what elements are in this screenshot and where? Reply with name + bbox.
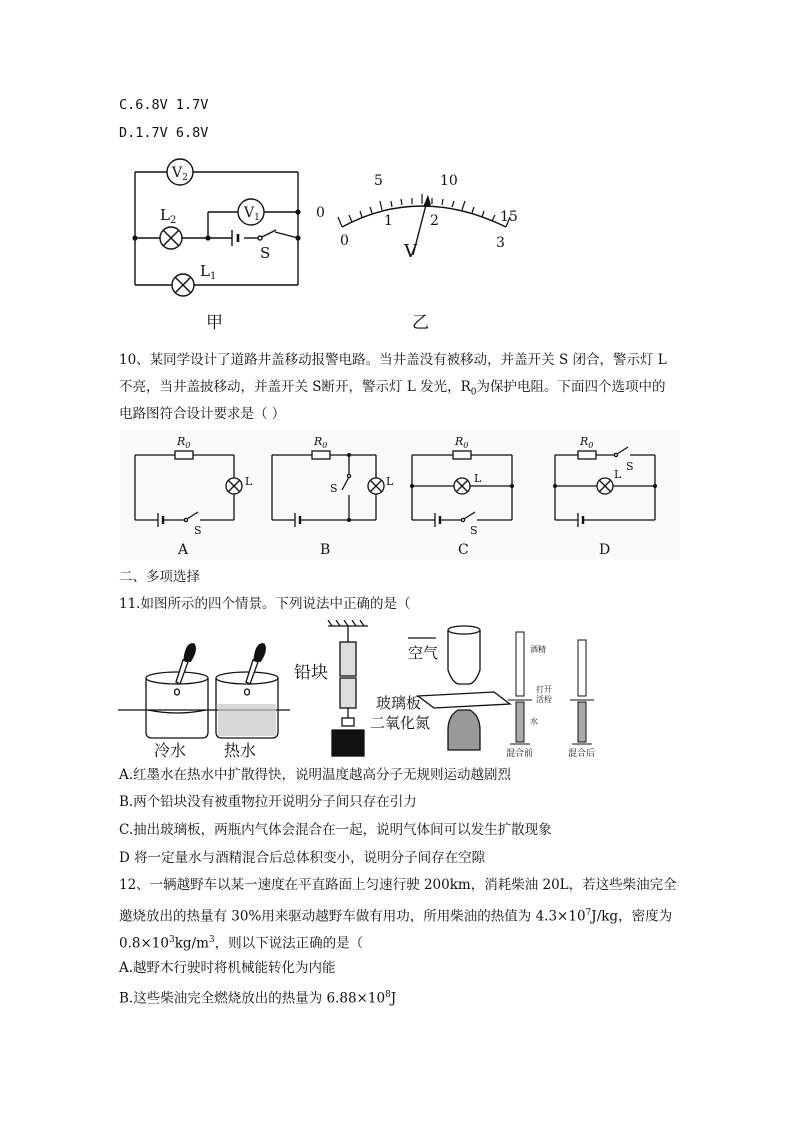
label-open: 打开 [536,685,552,694]
q12-option-b [119,986,396,1008]
c-switch-label: S [470,524,478,537]
label-water: 水 [530,717,538,726]
q9-option-d: D.1.7V 6.8V [119,125,209,141]
label-cold-water: 冷水 [154,741,187,760]
q12-line3-sup2: 3 [208,935,215,945]
label-air: 空气 [408,644,439,662]
q12-option-b-text: B.这些柴油完全燃烧放出的热量为 6.88×10 [119,990,386,1007]
voltmeter-figure-yi [310,165,530,340]
option-c-label: C [458,542,469,558]
v1-label: V [244,205,255,221]
d-r-label: R [580,435,589,448]
label-stopcock: 活栓 [536,695,552,704]
section-title-multiple-choice: 二、多项选择 [119,569,200,585]
q11-stem: 11.如图所示的四个情景。下列说法中正确的是（ [119,596,411,612]
q12-line3-sup: 3 [168,935,175,945]
a-switch-label: S [194,524,202,537]
q10-line2-tail: 为保护电阻。下面四个选项中的 [476,379,666,395]
l2-label: L [160,206,170,224]
q10-line1: 10、某同学设计了道路井盖移动报警电路。当井盖没有被移动，并盖开关 S 闭合，警示灯 L [119,352,667,368]
q11-figures [118,620,598,760]
unit-v-label: V [404,241,417,262]
v2-sub: 2 [182,173,188,183]
inner-tick-3: 3 [496,235,505,251]
inner-tick-1: 1 [384,213,393,229]
q10-line2-text: 不亮，当井盖披移动，并盖开关 S断开，警示灯 L 发光，R [119,379,471,395]
option-b-label: B [320,542,331,558]
label-no2: 二氧化氮 [370,714,431,732]
option-d-label: D [599,542,611,558]
outer-tick-0: 0 [316,205,325,221]
a-r-label: R [177,435,186,448]
switch-s-label: S [260,244,271,262]
q10-line2-sub: 0 [470,387,477,398]
c-r-sub: 0 [463,441,469,450]
q12-option-b-unit: J [390,990,397,1007]
a-lamp-label: L [245,475,253,488]
label-alcohol: 酒精 [530,645,546,654]
q9-option-c: C.6.8V 1.7V [119,97,209,113]
q12-line3b: kg/m [174,935,209,952]
q11-option-d: D 将一定量水与酒精混合后总体积变小，说明分子间存在空隙 [119,850,486,866]
q10-line3: 电路图符合设计要求是（ ） [119,406,286,422]
label-before-mix: 混合前 [506,749,534,759]
outer-tick-10: 10 [440,173,458,189]
q12-line3 [119,931,363,953]
v2-label: V [172,165,183,181]
caption-yi: 乙 [412,313,429,333]
svg-text:L1 [200,262,216,282]
q12-line3c: ，则以下说法正确的是（ [214,935,364,952]
q12-line3a: 0.8×10 [119,935,169,952]
needle-arrow [423,195,431,207]
q12-line2a: 邀烧放出的热量有 30%用来驱动越野车做有用功，所用柴油的热值为 4.3×10 [119,908,586,925]
c-lamp-label: L [474,472,482,485]
q12-line2 [119,904,672,926]
svg-text:L2 [160,206,176,226]
q10-line2 [119,378,666,402]
d-r-sub: 0 [588,441,594,450]
q12-option-a: A.越野木行驶时将机械能转化为内能 [119,960,336,976]
caption-jia: 甲 [206,313,223,333]
b-switch-label: S [330,482,338,495]
d-lamp-label: L [614,468,622,481]
q12-line1: 12、一辆越野车以某一速度在平直路面上匀速行驶 200km，消耗柴油 20L，若这些柴油完全 [119,877,677,893]
b-r-label: R [314,435,323,448]
q10-option-circuits [120,430,680,560]
q12-line2-sup: 7 [585,908,592,918]
label-hot-water: 热水 [224,741,257,760]
outer-tick-15: 15 [500,209,518,225]
a-r-sub: 0 [185,441,191,450]
q12-option-b-sup: 8 [385,990,391,1000]
q11-option-b: B.两个铅块没有被重物拉开说明分子间只存在引力 [119,794,417,810]
d-switch-label: S [626,460,634,473]
q11-option-a: A.红墨水在热水中扩散得快，说明温度越高分子无规则运动越剧烈 [119,767,512,783]
label-after-mix: 混合后 [568,749,596,759]
l2-sub: 2 [169,215,177,226]
v1-sub: 1 [254,213,260,223]
b-r-sub: 0 [322,441,328,450]
b-lamp-label: L [386,475,394,488]
outer-tick-5: 5 [374,173,383,189]
label-glass-plate: 玻璃板 [376,694,422,712]
inner-tick-2: 2 [430,213,439,229]
option-a-label: A [178,542,189,558]
c-r-label: R [455,435,464,448]
label-lead-block: 铅块 [294,663,328,683]
circuit-figure-jia [120,150,320,340]
q11-option-c: C.抽出玻璃板，两瓶内气体会混合在一起，说明气体间可以发生扩散现象 [119,822,552,838]
l1-label: L [200,262,210,280]
l1-sub: 1 [209,271,217,282]
inner-tick-0: 0 [340,233,349,249]
q12-line2b: J/kg，密度为 [591,908,673,925]
